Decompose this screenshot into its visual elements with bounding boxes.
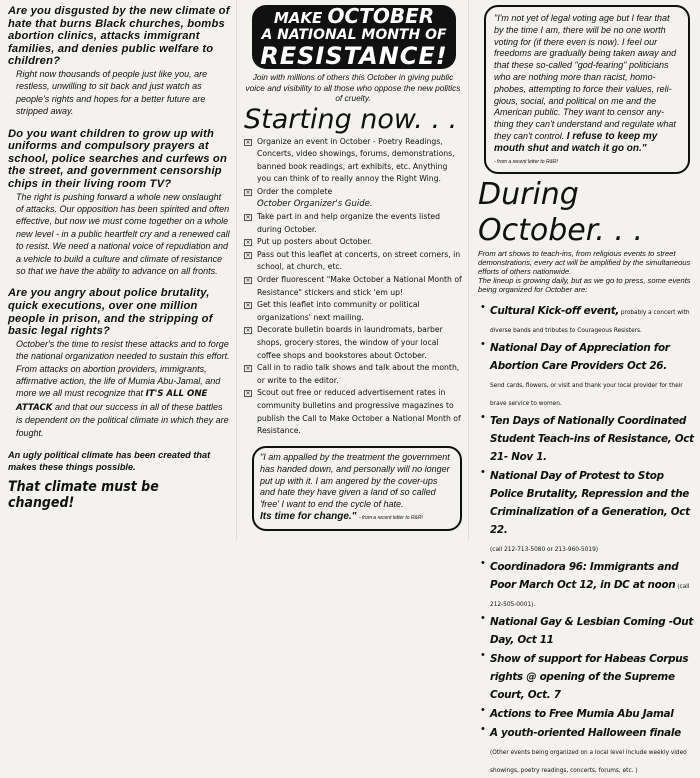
- heading: Are you angry about police brutality, quick executions, over one million people in prison, and the stripping of basic legal rights?: [8, 287, 213, 338]
- todo-text: Organize an event in October - Poetry Readings, Concerts, video showings, forums, demonstrations, banned book readings, art exhibits, etc. Anything you can think of to really annoy the Right Wing.: [257, 136, 455, 184]
- paragraph: Right now thousands of people just like you, are restless, unwilling to sit back and just watch as people's rights and hopes for a better future are stripped away.: [16, 68, 208, 117]
- checkbox-icon: ×: [245, 277, 251, 285]
- todo-item: [244, 324, 462, 362]
- todo-text: Take part in and help organize the events listed during October.: [257, 212, 440, 234]
- event-title: Show of support for Habeas Corpus rights @ opening of the Supreme Court, Oct. 7: [490, 653, 689, 702]
- checkbox-icon: ×: [245, 251, 251, 259]
- event-note: (call 212-505-0001).: [490, 584, 690, 609]
- quote-box: [252, 446, 462, 531]
- todo-item: [244, 236, 462, 249]
- checkbox-icon: ×: [245, 239, 251, 247]
- paragraph: The right is pushing forward a whole new onslaught of attacks. Our opposition has been spirited and often effective, but now we must come together on a whole new level - in a public heartfelt cry and a renewed call to resist. We need a national voice of repudiation and a vehicle to build a culture and climate of resistance so that we have the ability to advance on all fronts.: [16, 191, 230, 276]
- subtitle: Join with millions of others this October in giving public voice and visibility to all those who oppose the new politics of cruelty.: [245, 72, 461, 103]
- fold-line: [236, 0, 237, 540]
- intro-text: The lineup is growing daily, but as we go to press, some events being organized for October are:: [478, 276, 691, 295]
- checkbox-icon: ×: [245, 365, 251, 373]
- event-item: [478, 466, 696, 556]
- banner-october: OCTOBER: [327, 4, 435, 28]
- middle-panel: [244, 0, 462, 438]
- event-item: [478, 704, 696, 722]
- event-item: [478, 557, 696, 611]
- left-panel: [8, 5, 230, 511]
- quote-emphasis: Its time for change.": [260, 510, 357, 522]
- heading: Are you disgusted by the new climate of hate that burns Black churches, bombs abortion clinics, attacks immigrant families, and denies public welfare to children?: [8, 5, 230, 68]
- heading: Do you want children to grow up with uniforms and compulsory prayers at school, police searches and curfews on the street, and government censorship chips in their living room TV?: [8, 127, 227, 190]
- quote-emphasis: I refuse to keep my mouth shut and watch it go on.": [494, 130, 658, 154]
- banner-line3: RESISTANCE!: [260, 42, 448, 70]
- quote-source: - from a recent letter to R&R!: [494, 158, 558, 165]
- during-october-heading: During October. . .: [478, 177, 643, 249]
- ugly-climate-text: An ugly political climate has been created that makes these things possible.: [8, 450, 211, 473]
- event-note: probably a concert with diverse bands and tributes to Courageous Resisters.: [490, 310, 690, 335]
- event-title: National Day of Protest to Stop Police Brutality, Repression and the Criminalization of a Generation, Oct 22.: [490, 470, 690, 537]
- event-title: Ten Days of Nationally Coordinated Student Teach-ins of Resistance, Oct 21- Nov 1.: [490, 415, 694, 464]
- todo-text: Pass out this leaflet at concerts, on street corners, in school, at church, etc.: [257, 249, 461, 272]
- todo-item: [244, 362, 462, 387]
- event-item: [478, 612, 696, 648]
- checkbox-icon: ×: [245, 138, 251, 146]
- event-item: [478, 411, 696, 465]
- paragraph-text: October's the time to resist these attacks and to forge the national organization needed to sustain this effort. From attacks on abortion providers, immigrants, affirmative action, the life of Mumia Abu-Jamal, and more we all must recognize that: [16, 338, 230, 399]
- event-title: National Day of Appreciation for Abortion Care Providers Oct 26.: [490, 342, 670, 373]
- todo-text: Call in to radio talk shows and talk about the month, or write to the editor.: [257, 363, 460, 385]
- todo-item: [244, 136, 462, 186]
- checkbox-icon: ×: [245, 327, 251, 335]
- todo-text: Order fluorescent "Make October a National Month of Resistance" stickers and stick 'em up!: [257, 275, 462, 297]
- checkbox-icon: ×: [245, 302, 251, 310]
- todo-item: [244, 249, 462, 274]
- event-title: Coordinadora 96: Immigrants and Poor March Oct 12, in DC at noon: [490, 561, 679, 592]
- right-panel: [478, 0, 696, 778]
- emphasis: IT'S ALL ONE ATTACK: [16, 389, 208, 413]
- banner-make: MAKE: [273, 9, 328, 27]
- event-title: Actions to Free Mumia Abu Jamal: [490, 708, 674, 721]
- event-note: Send cards, flowers, or visit and thank your local provider for their brave service to women.: [490, 383, 683, 408]
- climate-changed-slogan: That climate must be changed!: [8, 479, 159, 512]
- todo-list: [244, 136, 462, 438]
- event-title: National Gay & Lesbian Coming -Out Day, Oct 11: [490, 616, 694, 647]
- quote-text: "I am appalled by the treatment the government has handed down, and personally will no longer put up with it. I am angered by the cover-ups and hate they have given a land of so called 'free' I want to end the cycle of hate.: [260, 452, 450, 510]
- events-list: [478, 301, 696, 777]
- checkbox-icon: ×: [245, 188, 251, 196]
- todo-text: Get this leaflet into community or political organizations' next mailing.: [257, 300, 420, 322]
- event-note: (Other events being organized on a local level include weekly video showings, poetry readings, concerts, forums, etc. ): [490, 750, 687, 775]
- event-item: [478, 301, 696, 337]
- todo-text: Scout out free or reduced advertisement rates in community bulletins and progressive magazines to publish the Call to Make October a National Month of Resistance.: [257, 388, 461, 436]
- event-title: Cultural Kick-off event,: [490, 305, 620, 318]
- banner-line2: A NATIONAL MONTH OF: [261, 27, 447, 43]
- paragraph-text: and that our success in all of these battles is dependent on the political climate in which they are fought.: [16, 401, 229, 438]
- fold-line: [468, 0, 469, 540]
- title-banner: [252, 5, 456, 69]
- organizers-guide-title: October Organizer's Guide.: [257, 199, 373, 210]
- event-title: A youth-oriented Halloween finale: [490, 727, 681, 740]
- todo-item: [244, 211, 462, 236]
- todo-item: [244, 299, 462, 324]
- event-item: [478, 338, 696, 410]
- starting-now-heading: Starting now. . .: [244, 103, 458, 135]
- todo-item: [244, 274, 462, 299]
- event-item: [478, 723, 696, 777]
- quote-text: "I'm not yet of legal voting age but I fear that by the time I am, there will be no one worth voting for (if there even is now). I feel our freedoms are gradually being taken away and that these so-called "god-fearing" politicians who are nothing more than racist, homo-phobes, attempting to force their values, reli-gious, social, and political on me and the American public. They want to censor any-thing they can't understand and regulate what they can't control.: [494, 13, 677, 141]
- quote-box: [484, 5, 690, 174]
- todo-text: Order the complete: [257, 186, 333, 196]
- todo-item: [244, 387, 462, 437]
- todo-text: Decorate bulletin boards in laundromats, barber shops, grocery stores, the window of your local coffee shops and bookstores about October.: [257, 325, 443, 360]
- checkbox-icon: ×: [245, 214, 251, 222]
- paragraph: [8, 338, 230, 439]
- intro-text: From art shows to teach-ins, from religious events to street demonstrations, every act will be amplified by the simultaneous efforts of others nationwide.: [478, 249, 691, 277]
- event-item: [478, 649, 696, 703]
- todo-item: [244, 186, 462, 211]
- checkbox-icon: ×: [245, 390, 251, 398]
- event-note: (call 212-713-5080 or 213-960-5019): [490, 547, 599, 554]
- todo-text: Put up posters about October.: [257, 237, 373, 247]
- quote-source: - from a recent letter to R&R!: [358, 514, 423, 521]
